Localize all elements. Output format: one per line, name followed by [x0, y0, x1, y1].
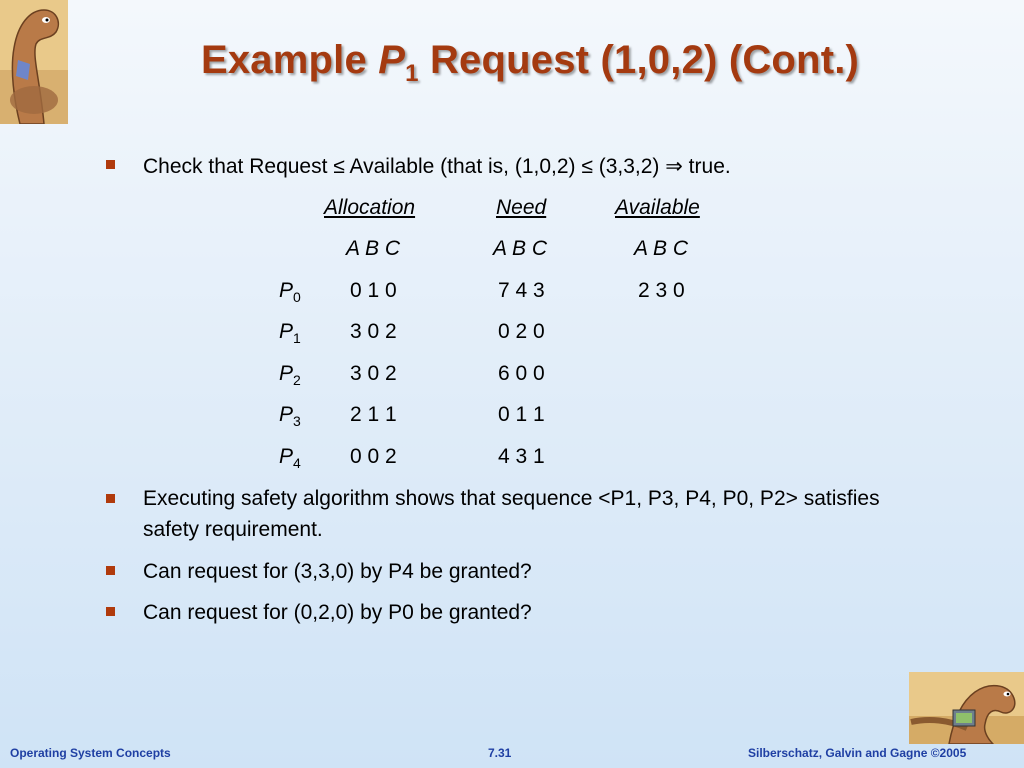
bullet-text: Can request for (0,2,0) by P0 be granted? — [143, 601, 532, 624]
bullet-marker — [106, 607, 115, 616]
header-allocation: Allocation — [324, 196, 416, 219]
page-title: Example $P_1$ Request (1,0,2) (Cont.) — [200, 38, 860, 87]
footer-course-title: Operating System Concepts — [10, 746, 171, 760]
subheader-need: A B C — [493, 237, 548, 260]
footer-page-number: 7.31 — [488, 746, 512, 760]
need-value: 7 4 3 — [498, 279, 545, 302]
footer-copyright: Silberschatz, Galvin and Gagne ©2005 — [748, 746, 967, 760]
bullet-text: Executing safety algorithm shows that sequence <P1, P3, P4, P0, P2> satisfies safety requirement. — [143, 487, 880, 541]
available-value: 2 3 0 — [638, 279, 685, 302]
bullet-text: Check that Request ≤ Available (that is, (1,0,2) ≤ (3,3,2) ⇒ true. — [143, 155, 731, 178]
dinosaur-laptop-icon — [909, 672, 1024, 744]
bullet-marker — [106, 566, 115, 575]
header-available: Available — [615, 196, 700, 219]
bullet-text: Can request for (3,3,0) by P4 be granted? — [143, 560, 532, 583]
process-label: $P_2$ — [279, 362, 301, 388]
process-label: $P_3$ — [279, 403, 301, 429]
need-value: 6 0 0 — [498, 362, 545, 385]
process-label: $P_0$ — [279, 279, 301, 305]
bullet-marker — [106, 160, 115, 169]
allocation-value: 3 0 2 — [350, 362, 397, 385]
allocation-value: 3 0 2 — [350, 320, 397, 343]
process-label: $P_4$ — [279, 445, 301, 471]
allocation-value: 0 1 0 — [350, 279, 397, 302]
subheader-allocation: A B C — [346, 237, 401, 260]
allocation-value: 2 1 1 — [350, 403, 397, 426]
process-label: $P_1$ — [279, 320, 301, 346]
need-value: 4 3 1 — [498, 445, 545, 468]
subheader-available: A B C — [634, 237, 689, 260]
header-need: Need — [496, 196, 547, 219]
need-value: 0 1 1 — [498, 403, 545, 426]
bullet-marker — [106, 494, 115, 503]
need-value: 0 2 0 — [498, 320, 545, 343]
allocation-value: 0 0 2 — [350, 445, 397, 468]
